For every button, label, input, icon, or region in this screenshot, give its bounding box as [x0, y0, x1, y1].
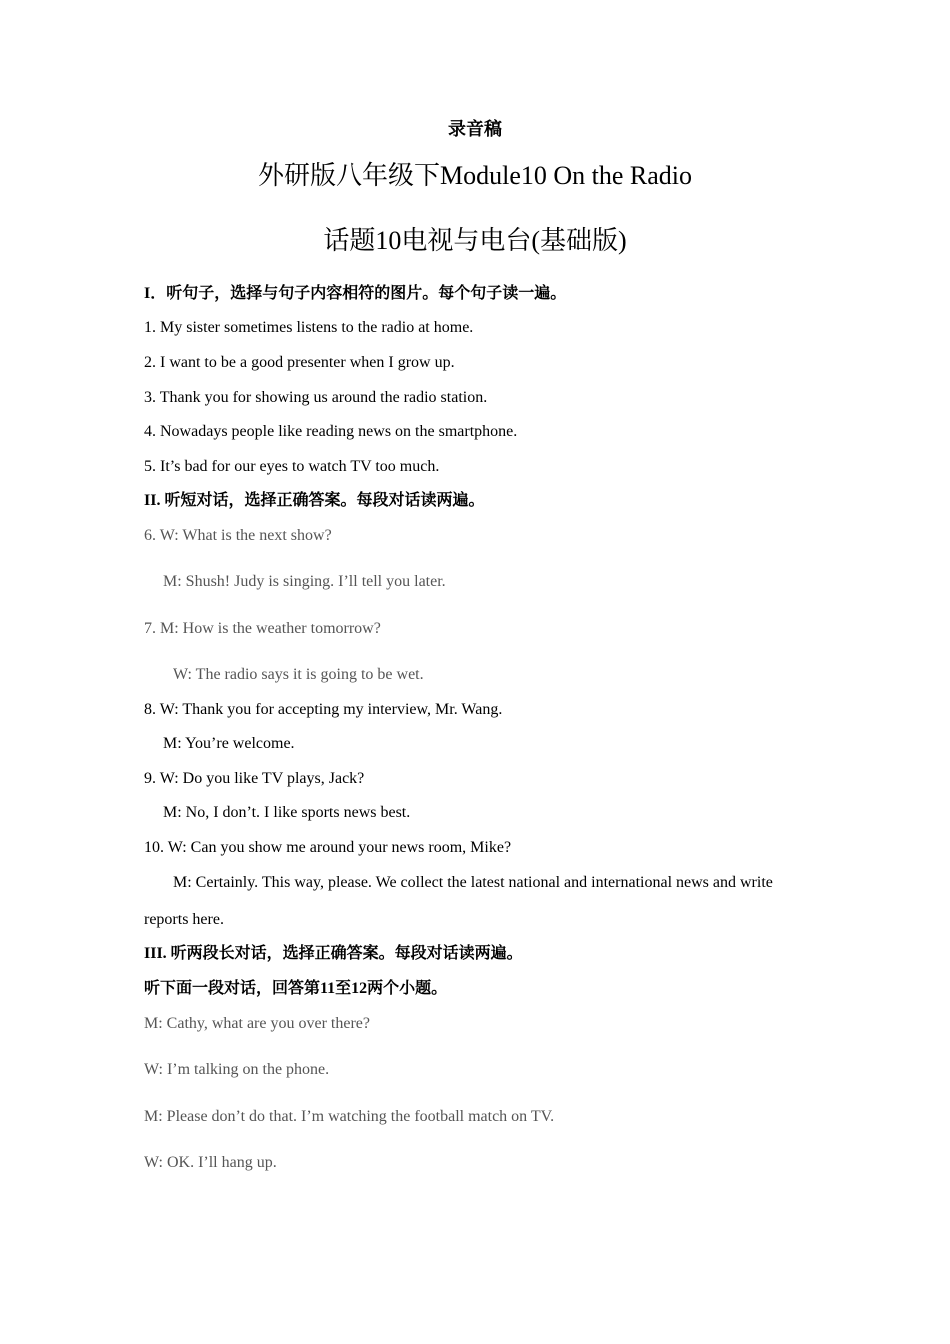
- dialogue-line: 8. W: Thank you for accepting my interview, Mr. Wang.: [144, 701, 503, 718]
- sentence-2: 2. I want to be a good presenter when I grow up.: [144, 354, 455, 371]
- dialogue-line: W: The radio says it is going to be wet.: [173, 666, 424, 683]
- section-3-heading: III. 听两段长对话，选择正确答案。每段对话读两遍。: [144, 945, 523, 962]
- dialogue-line: 7. M: How is the weather tomorrow?: [144, 620, 381, 637]
- doc-subtitle: 话题10电视与电台(基础版): [323, 226, 627, 255]
- dialogue-line: 9. W: Do you like TV plays, Jack?: [144, 770, 365, 787]
- sentence-3: 3. Thank you for showing us around the radio station.: [144, 389, 488, 406]
- dialogue-line: M: Please don’t do that. I’m watching the football match on TV.: [144, 1108, 555, 1125]
- section-2-heading: II. 听短对话，选择正确答案。每段对话读两遍。: [144, 492, 485, 509]
- dialogue-line: M: Cathy, what are you over there?: [144, 1015, 370, 1032]
- dialogue-line: 6. W: What is the next show?: [144, 527, 332, 544]
- dialogue-line: reports here.: [144, 911, 224, 928]
- dialogue-line: M: Shush! Judy is singing. I’ll tell you later.: [163, 573, 446, 590]
- section-1-heading: I．听句子，选择与句子内容相符的图片。每个句子读一遍。: [144, 285, 567, 302]
- dialogue-line: W: I’m talking on the phone.: [144, 1061, 330, 1078]
- dialogue-line: 10. W: Can you show me around your news room, Mike?: [144, 839, 512, 856]
- dialogue-line: M: No, I don’t. I like sports news best.: [163, 804, 411, 821]
- sentence-4: 4. Nowadays people like reading news on the smartphone.: [144, 423, 518, 440]
- sentence-5: 5. It’s bad for our eyes to watch TV too much.: [144, 458, 440, 475]
- section-3-subheading: 听下面一段对话，回答第11至12两个小题。: [144, 980, 448, 997]
- dialogue-line: M: You’re welcome.: [163, 735, 295, 752]
- dialogue-line: W: OK. I’ll hang up.: [144, 1154, 277, 1171]
- sentence-1: 1. My sister sometimes listens to the radio at home.: [144, 319, 474, 336]
- dialogue-line: M: Certainly. This way, please. We collect the latest national and international news and write: [173, 874, 773, 891]
- doc-title: 外研版八年级下Module10 On the Radio: [257, 161, 693, 190]
- doc-label: 录音稿: [448, 119, 502, 139]
